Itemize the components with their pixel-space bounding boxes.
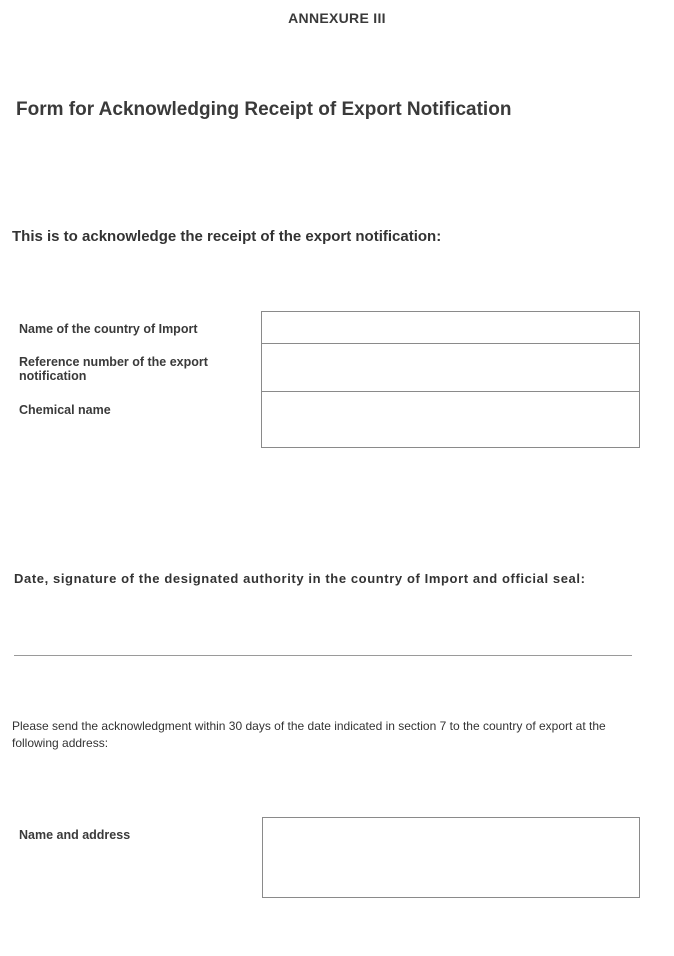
name-and-address-label: Name and address [19, 828, 131, 842]
acknowledgement-statement: This is to acknowledge the receipt of the export notification: [12, 228, 442, 245]
annexure-heading: ANNEXURE III [288, 10, 386, 26]
name-and-address-field[interactable] [262, 817, 640, 898]
country-of-import-field[interactable] [261, 311, 640, 344]
chemical-name-label: Chemical name [19, 403, 111, 417]
country-of-import-label: Name of the country of Import [19, 322, 198, 336]
signature-line[interactable] [14, 655, 632, 656]
form-title: Form for Acknowledging Receipt of Export Notification [16, 99, 512, 120]
signature-label: Date, signature of the designated authority in the country of Import and official seal: [14, 571, 586, 586]
instruction-text: Please send the acknowledgment within 30 days of the date indicated in section 7 to the country of export at the following address: [12, 719, 606, 750]
reference-number-field[interactable] [261, 343, 640, 392]
chemical-name-field[interactable] [261, 391, 640, 448]
reference-number-label: Reference number of the export notification [19, 355, 208, 383]
